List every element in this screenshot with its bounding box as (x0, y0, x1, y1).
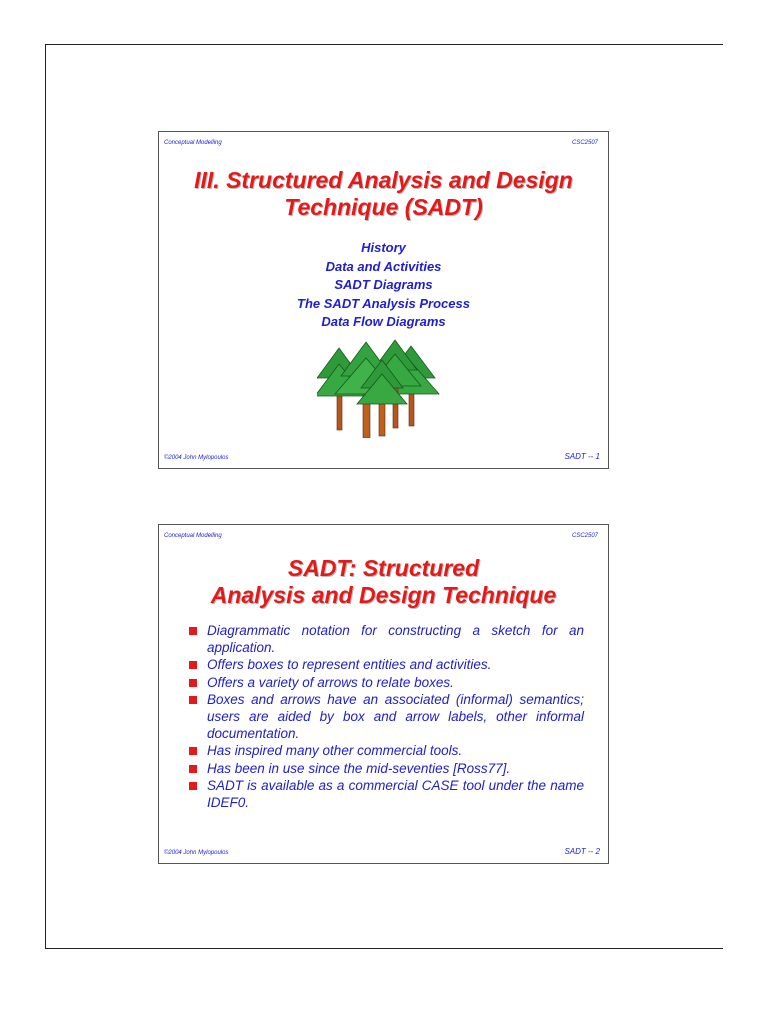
bullet-list (189, 622, 584, 811)
slide-title (159, 555, 608, 609)
slide-footer-right: SADT -- 2 (564, 847, 600, 856)
slide-header-left: Conceptual Modelling (164, 140, 222, 146)
red-square-bullet-icon (189, 765, 197, 773)
bullet-item: Has been in use since the mid-seventies [Ross77]. (189, 760, 584, 777)
topic-list (159, 239, 608, 332)
bullet-item: Offers a variety of arrows to relate boxes. (189, 674, 584, 691)
topic-item: History (361, 240, 406, 255)
slide-footer-left: ©2004 John Mylopoulos (164, 455, 229, 461)
red-square-bullet-icon (189, 627, 197, 635)
bullet-item: Boxes and arrows have an associated (informal) semantics; users are aided by box and arrow labels, other informal documentation. (189, 691, 584, 743)
red-square-bullet-icon (189, 679, 197, 687)
slide-title-line2: Technique (SADT) (284, 194, 483, 220)
topic-item: Data and Activities (325, 258, 442, 274)
slide-title-line1: SADT: Structured (287, 555, 480, 581)
topic-item: The SADT Analysis Process (297, 295, 470, 311)
slide-1 (158, 131, 609, 469)
bullet-item: Offers boxes to represent entities and activities. (189, 656, 584, 673)
slide-title-line1: III. Structured Analysis and Design (194, 167, 573, 193)
slide-header-left: Conceptual Modelling (164, 533, 222, 539)
bullet-item: Diagrammatic notation for constructing a sketch for an application. (189, 622, 584, 656)
topic-item: SADT Diagrams (334, 277, 433, 292)
red-square-bullet-icon (189, 661, 197, 669)
slide-footer-left: ©2004 John Mylopoulos (164, 850, 229, 856)
pine-trees-icon (317, 338, 447, 438)
slide-title (159, 167, 608, 221)
bullet-item: Has inspired many other commercial tools. (189, 742, 584, 759)
slide-title-line2: Analysis and Design Technique (210, 582, 557, 608)
slide-header-right: CSC2507 (571, 533, 598, 539)
topic-item: Data Flow Diagrams (321, 314, 446, 329)
slide-footer-right: SADT -- 1 (564, 452, 600, 461)
bullet-item: SADT is available as a commercial CASE tool under the name IDEF0. (189, 777, 584, 811)
red-square-bullet-icon (189, 696, 197, 704)
slide-2 (158, 524, 609, 864)
red-square-bullet-icon (189, 782, 197, 790)
red-square-bullet-icon (189, 747, 197, 755)
slide-header-right: CSC2507 (571, 140, 598, 146)
